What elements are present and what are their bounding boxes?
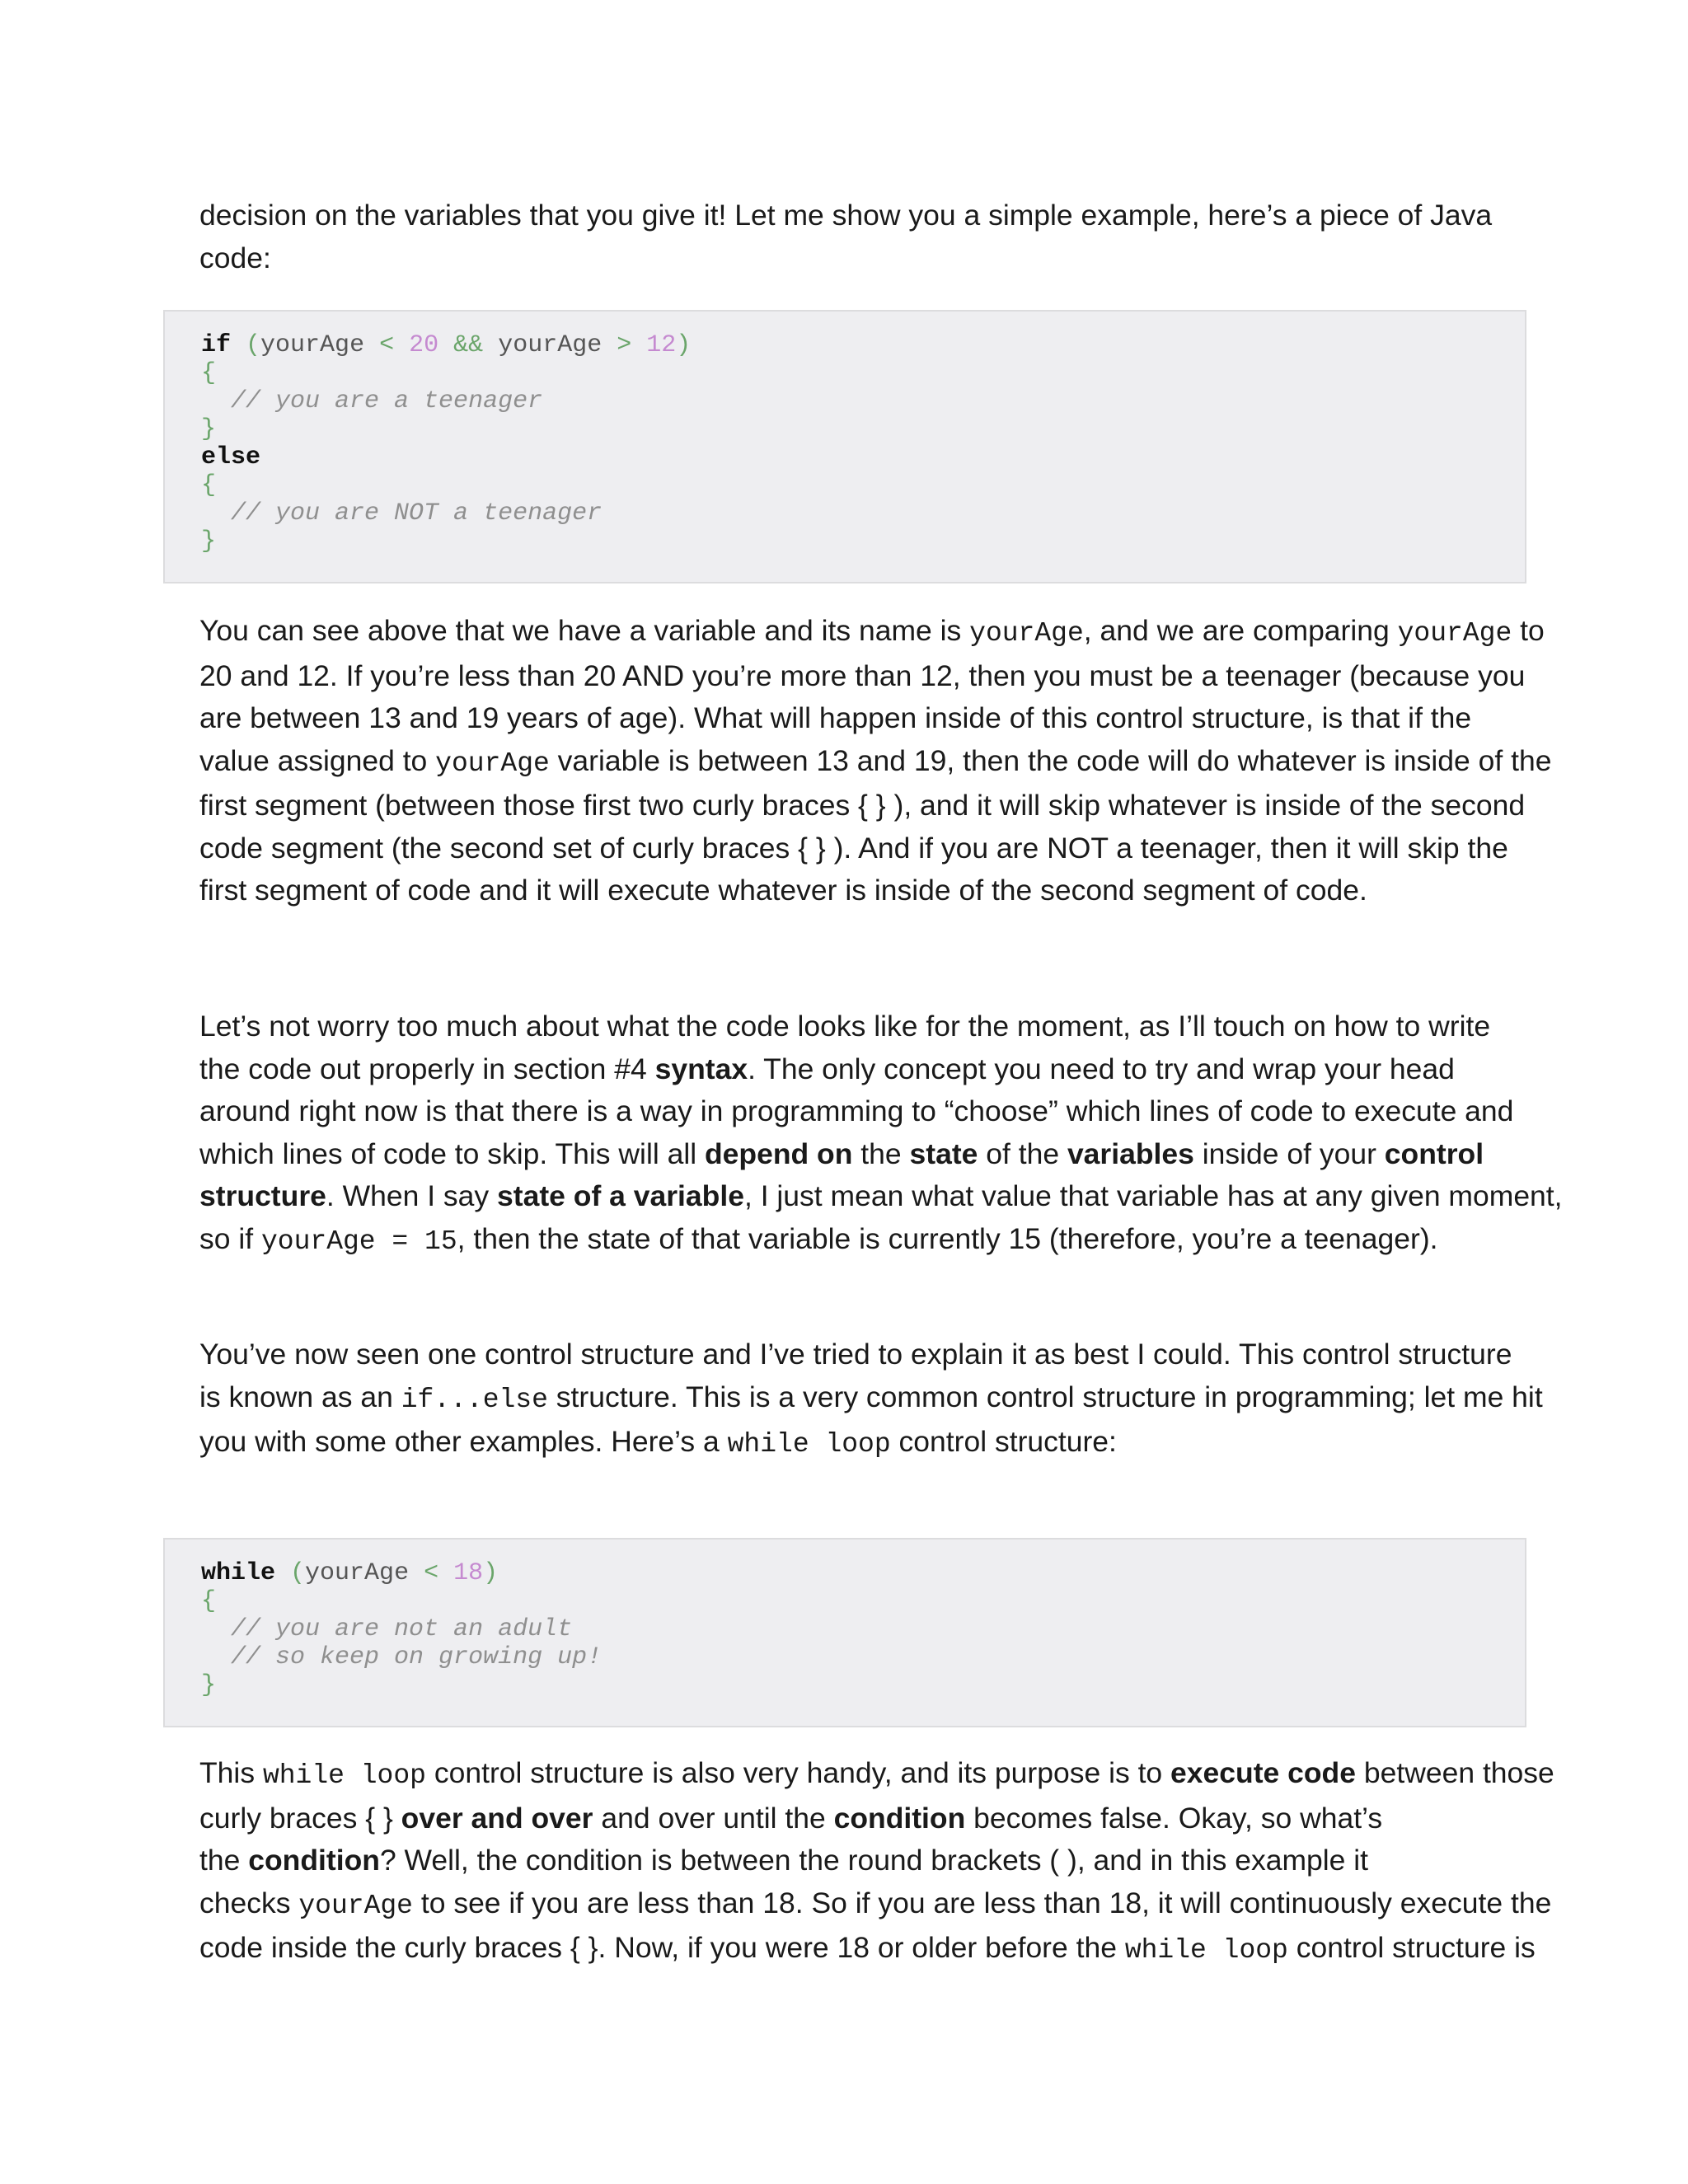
code-line — [201, 527, 691, 555]
code-line — [201, 331, 691, 359]
code-block-if-else — [163, 310, 1526, 583]
text-run: inside of your — [1193, 1137, 1385, 1170]
intro-line: code: — [199, 241, 271, 274]
code-brace: { — [201, 471, 217, 499]
text-run: variable is between 13 and 19, then the code will do whatever is inside of the — [549, 743, 1552, 777]
text-run: between those — [1356, 1756, 1554, 1789]
text-run: , I just mean what value that variable has at any given moment, — [743, 1179, 1563, 1212]
code-identifier: yourAge — [305, 1559, 410, 1587]
text-run: the code out properly in section #4 — [199, 1052, 655, 1085]
inline-code: if...else — [401, 1384, 548, 1415]
paragraph-control-structures — [199, 1333, 1543, 1466]
paragraph-line — [199, 1133, 1518, 1176]
code-keyword: while — [201, 1559, 276, 1587]
code-punctuation: ( — [246, 331, 261, 359]
bold-text: control — [1384, 1137, 1484, 1170]
text-run: to see if you are less than 18. So if you are less than 18, it will continuously execute the — [412, 1886, 1552, 1919]
text-run: . The only concept you need to try and wrap your head — [748, 1052, 1455, 1085]
text-run: checks — [199, 1886, 299, 1919]
bold-text: condition — [833, 1801, 966, 1835]
code-block-while — [163, 1538, 1526, 1727]
paragraph-line: around right now is that there is a way in programming to “choose” which lines of code to execute and — [199, 1094, 1514, 1127]
text-run: the — [199, 1844, 249, 1877]
text-run: This — [199, 1756, 263, 1789]
code-brace: } — [201, 1671, 217, 1699]
code-line — [201, 1559, 602, 1587]
code-comment: // so keep on growing up! — [231, 1643, 603, 1671]
paragraph-line — [199, 1882, 1552, 1928]
paragraph-line — [199, 1175, 1563, 1218]
code-operator: < — [424, 1559, 439, 1587]
code-keyword: if — [201, 331, 232, 359]
code-punctuation: ) — [676, 331, 692, 359]
code-operator: && — [453, 331, 484, 359]
code-comment: // you are NOT a teenager — [231, 499, 603, 527]
text-run: code inside the curly braces { }. Now, if you were 18 or older before the — [199, 1931, 1125, 1964]
bold-text: syntax — [654, 1052, 748, 1085]
code-listing — [201, 1559, 602, 1699]
code-line — [201, 415, 691, 443]
paragraph-line: Let’s not worry too much about what the code looks like for the moment, as I’ll touch on how to write — [199, 1010, 1491, 1043]
text-run: of the — [978, 1137, 1067, 1170]
code-number: 12 — [646, 331, 677, 359]
text-run: so if — [199, 1221, 261, 1255]
bold-text: depend on — [704, 1137, 853, 1170]
paragraph-while-explanation — [199, 1752, 1554, 1972]
code-line — [201, 387, 691, 415]
text-run: control structure is also very handy, and its purpose is to — [425, 1756, 1171, 1789]
text-run: to — [1512, 614, 1545, 647]
text-run: curly braces { } — [199, 1801, 401, 1835]
code-operator: < — [379, 331, 395, 359]
paragraph-line — [199, 1797, 1518, 1840]
intro-paragraph — [199, 194, 1518, 279]
paragraph-state — [199, 1005, 1563, 1263]
inline-code: while loop — [727, 1429, 891, 1460]
bold-text: over and over — [401, 1801, 593, 1835]
inline-code: yourAge — [969, 618, 1084, 649]
paragraph-line — [199, 1752, 1554, 1797]
code-comment: // you are not an adult — [231, 1615, 573, 1643]
text-run: you with some other examples. Here’s a — [199, 1425, 728, 1458]
paragraph-line — [199, 740, 1552, 785]
code-brace: { — [201, 359, 217, 387]
paragraph-line: 20 and 12. If you’re less than 20 AND you’re more than 12, then you must be a teenager (because you — [199, 658, 1526, 692]
paragraph-if-explanation — [199, 610, 1552, 912]
code-identifier: yourAge — [498, 331, 603, 359]
paragraph-line: code segment (the second set of curly braces { } ). And if you are NOT a teenager, then it will skip the — [199, 831, 1508, 865]
paragraph-line — [199, 1840, 1518, 1882]
text-run: ? Well, the condition is between the round brackets ( ), and in this example it — [379, 1844, 1369, 1877]
bold-text: structure — [199, 1179, 326, 1212]
text-run: is known as an — [199, 1380, 401, 1413]
code-brace: } — [201, 527, 217, 555]
text-run: value assigned to — [199, 743, 436, 777]
code-brace: } — [201, 415, 217, 443]
bold-text: state of a variable — [497, 1179, 744, 1212]
code-punctuation: ( — [290, 1559, 306, 1587]
code-line — [201, 1643, 602, 1671]
code-line — [201, 471, 691, 499]
bold-text: execute code — [1170, 1756, 1356, 1789]
paragraph-line — [199, 610, 1545, 655]
bold-text: condition — [248, 1844, 380, 1877]
inline-code: while loop — [262, 1760, 426, 1791]
code-line — [201, 1671, 602, 1699]
code-line — [201, 359, 691, 387]
code-line — [201, 499, 691, 527]
code-comment: // you are a teenager — [231, 387, 543, 415]
text-run: which lines of code to skip. This will all — [199, 1137, 705, 1170]
bold-text: variables — [1067, 1137, 1194, 1170]
paragraph-line — [199, 1376, 1543, 1422]
inline-code: yourAge — [298, 1890, 413, 1921]
code-brace: { — [201, 1587, 217, 1615]
code-keyword: else — [201, 443, 261, 471]
inline-code: yourAge — [1397, 618, 1512, 649]
intro-line: decision on the variables that you give it! Let me show you a simple example, here’s a piece of Java — [199, 199, 1493, 232]
code-line — [201, 1615, 602, 1643]
code-number: 18 — [453, 1559, 484, 1587]
code-number: 20 — [409, 331, 439, 359]
text-run: , and we are comparing — [1083, 614, 1398, 647]
text-run: , then the state of that variable is currently 15 (therefore, you’re a teenager). — [457, 1221, 1438, 1255]
paragraph-line: are between 13 and 19 years of age). What will happen inside of this control structure, is that if the — [199, 701, 1472, 734]
text-run: control structure: — [890, 1425, 1117, 1458]
inline-code: while loop — [1124, 1935, 1288, 1966]
paragraph-line: first segment (between those first two curly braces { } ), and it will skip whatever is inside of the second — [199, 789, 1526, 822]
code-line — [201, 443, 691, 471]
text-run: the — [852, 1137, 910, 1170]
paragraph-line: You’ve now seen one control structure and I’ve tried to explain it as best I could. This control structure — [199, 1338, 1512, 1371]
inline-code: yourAge = 15 — [260, 1226, 457, 1257]
text-run: and over until the — [593, 1801, 834, 1835]
paragraph-line — [199, 1927, 1536, 1972]
paragraph-line — [199, 1048, 1518, 1091]
code-identifier: yourAge — [260, 331, 365, 359]
code-operator: > — [617, 331, 632, 359]
text-run: structure. This is a very common control structure in programming; let me hit — [547, 1380, 1543, 1413]
code-line — [201, 1587, 602, 1615]
paragraph-line — [199, 1218, 1518, 1263]
paragraph-line — [199, 1421, 1518, 1466]
text-run: . When I say — [326, 1179, 498, 1212]
text-run: becomes false. Okay, so what’s — [965, 1801, 1383, 1835]
code-punctuation: ) — [483, 1559, 499, 1587]
text-run: You can see above that we have a variable and its name is — [199, 614, 970, 647]
code-listing — [201, 331, 691, 555]
inline-code: yourAge — [435, 748, 550, 779]
text-run: control structure is — [1287, 1931, 1536, 1964]
paragraph-line: first segment of code and it will execute whatever is inside of the second segment of code. — [199, 874, 1367, 907]
bold-text: state — [909, 1137, 978, 1170]
